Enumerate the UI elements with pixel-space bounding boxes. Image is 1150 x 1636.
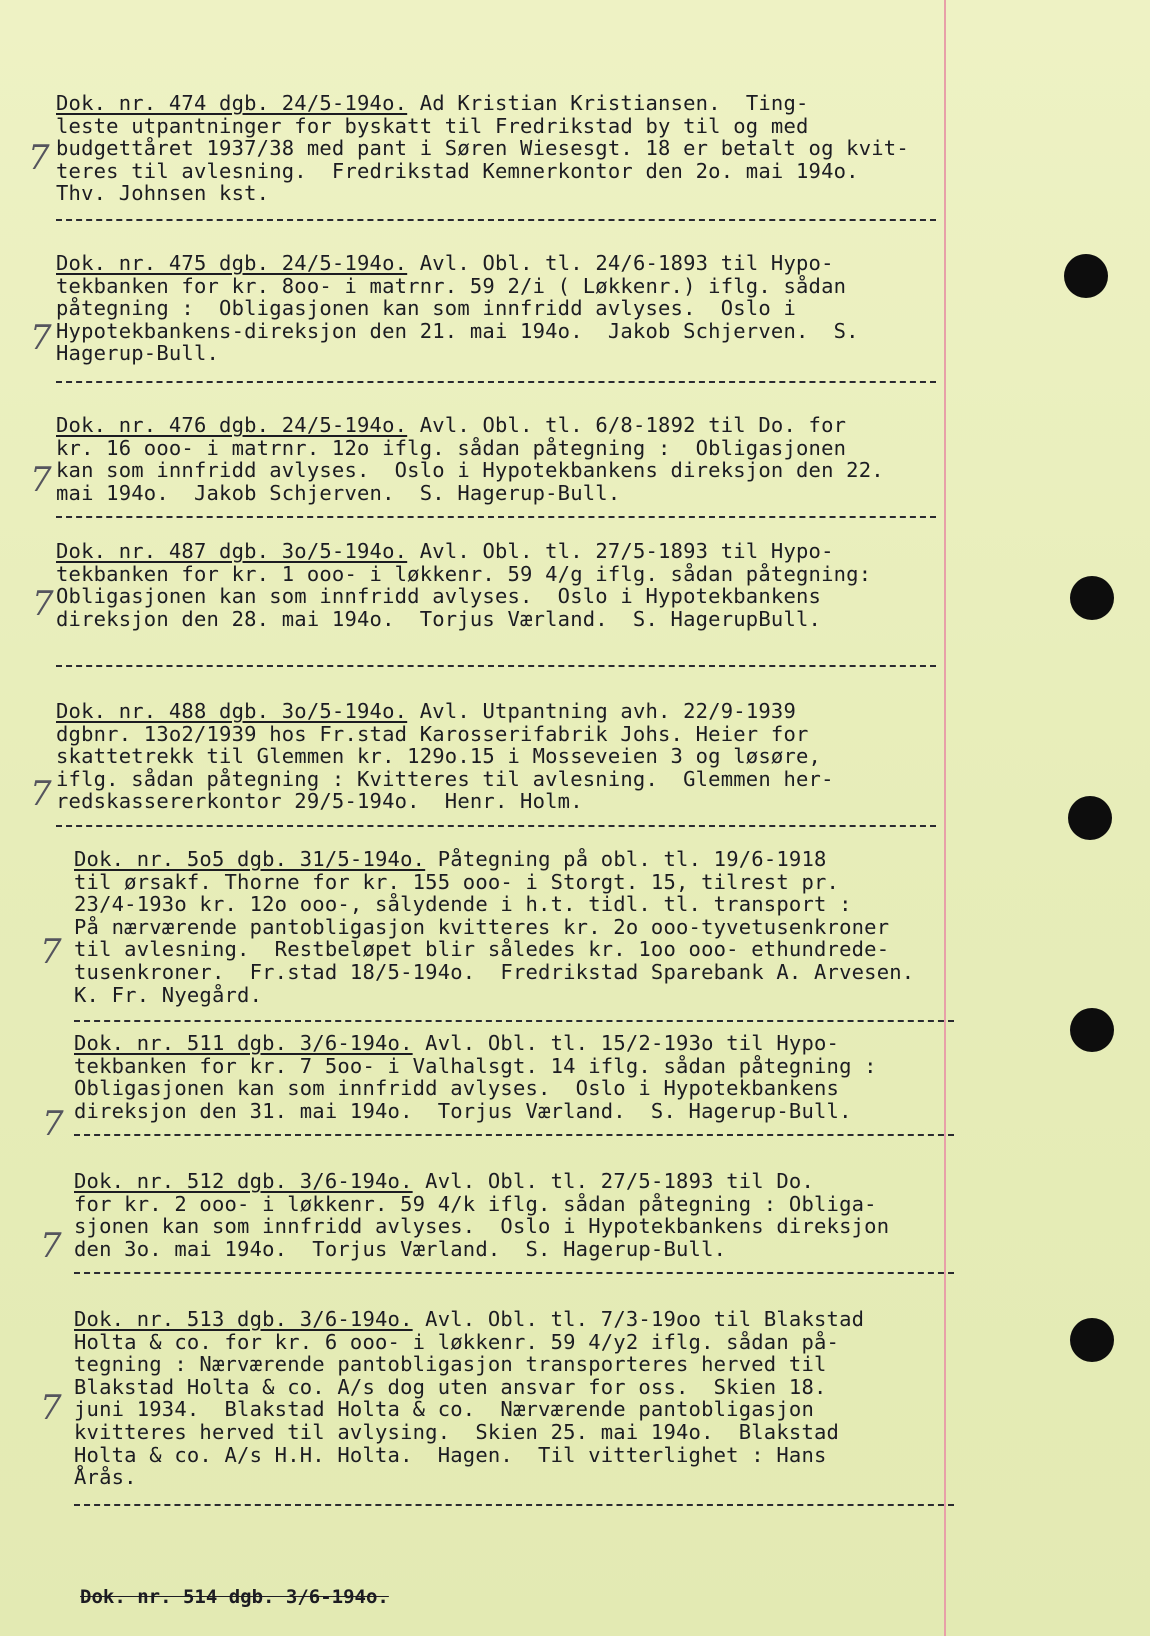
- entry-line: [74, 1215, 974, 1238]
- entry-line: [74, 1100, 974, 1123]
- entry-line: [56, 540, 956, 563]
- entry-text: tekbanken for kr. 1 ooo- i løkkenr. 59 4/g iflg. sådan påtegning:: [56, 561, 872, 586]
- entry-text: til ørsakf. Thorne for kr. 155 ooo- i Storgt. 15, tilrest pr.: [74, 869, 840, 894]
- entry-line: [56, 585, 956, 608]
- entry-text: budgettåret 1937/38 med pant i Søren Wiesesgt. 18 er betalt og kvit-: [56, 136, 909, 161]
- entry-text: Avl. Obl. tl. 27/5-1893 til Do.: [412, 1169, 814, 1193]
- entry-line: [56, 723, 956, 746]
- separator: [56, 219, 936, 221]
- entry-line: [74, 984, 974, 1007]
- separator: [74, 1272, 954, 1274]
- punch-hole: [1068, 796, 1112, 840]
- entry-text: Årås.: [74, 1465, 137, 1490]
- entry-line: [74, 848, 974, 871]
- entry-line: [56, 342, 956, 365]
- separator: [74, 1504, 954, 1506]
- entry-text: påtegning : Obligasjonen kan som innfridd avlyses. Oslo i: [56, 296, 796, 321]
- entry-text: K. Fr. Nyegård.: [74, 982, 263, 1007]
- entry-line: [74, 1466, 974, 1489]
- entry-text: teres til avlesning. Fredrikstad Kemnerkontor den 2o. mai 194o.: [56, 158, 859, 183]
- entry-line: [74, 1398, 974, 1421]
- entry-text: kan som innfridd avlyses. Oslo i Hypotekbankens direksjon den 22.: [56, 458, 884, 483]
- separator: [56, 665, 936, 667]
- entry-text: Avl. Obl. tl. 24/6-1893 til Hypo-: [407, 251, 834, 275]
- document-reference: Dok. nr. 474 dgb. 24/5-194o.: [56, 91, 408, 115]
- entry-text: Holta & co. A/s H.H. Holta. Hagen. Til vitterlighet : Hans: [74, 1442, 827, 1467]
- entry-line: [56, 297, 956, 320]
- punch-hole: [1070, 1318, 1114, 1362]
- margin-tick-mark: 7: [40, 1226, 62, 1266]
- entry-line: [56, 115, 956, 138]
- entry-line: [56, 745, 956, 768]
- entry-487: [56, 540, 956, 630]
- entry-text: Obligasjonen kan som innfridd avlyses. Oslo i Hypotekbankens: [74, 1076, 840, 1101]
- entry-line: [56, 437, 956, 460]
- document-reference: Dok. nr. 476 dgb. 24/5-194o.: [56, 413, 408, 437]
- entry-line: [74, 916, 974, 939]
- entry-476: [56, 414, 956, 504]
- entry-text: direksjon den 31. mai 194o. Torjus Værland. S. Hagerup-Bull.: [74, 1098, 852, 1123]
- document-reference: Dok. nr. 513 dgb. 3/6-194o.: [74, 1307, 413, 1331]
- entry-text: Avl. Obl. tl. 7/3-19oo til Blakstad: [412, 1307, 865, 1331]
- entry-text: Hypotekbankens-direksjon den 21. mai 194o. Jakob Schjerven. S.: [56, 318, 859, 343]
- entry-line: [56, 137, 956, 160]
- entry-line: [56, 320, 956, 343]
- punch-hole: [1070, 576, 1114, 620]
- entry-line: [56, 160, 956, 183]
- entry-line: [56, 563, 956, 586]
- entry-text: Obligasjonen kan som innfridd avlyses. Oslo i Hypotekbankens: [56, 584, 822, 609]
- entry-text: for kr. 2 ooo- i løkkenr. 59 4/k iflg. sådan påtegning : Obliga-: [74, 1191, 877, 1216]
- entry-line: [74, 1193, 974, 1216]
- document-reference: Dok. nr. 5o5 dgb. 31/5-194o.: [74, 847, 426, 871]
- entry-line: [74, 1331, 974, 1354]
- entry-text: tegning : Nærværende pantobligasjon transporteres herved til: [74, 1352, 827, 1377]
- entry-text: Ad Kristian Kristiansen. Ting-: [407, 91, 809, 115]
- entry-text: dgbnr. 13o2/1939 hos Fr.stad Karosserifabrik Johs. Heier for: [56, 721, 809, 746]
- margin-tick-mark: 7: [40, 1388, 62, 1428]
- separator: [74, 1020, 954, 1022]
- entry-475: [56, 252, 956, 365]
- entry-line: [74, 1170, 974, 1193]
- entry-text: sjonen kan som innfridd avlyses. Oslo i Hypotekbankens direksjon: [74, 1214, 890, 1239]
- entry-text: 23/4-193o kr. 12o ooo-, sålydende i h.t. tidl. tl. transport :: [74, 892, 852, 917]
- entry-line: [56, 414, 956, 437]
- entry-line: [74, 1055, 974, 1078]
- entry-text: Avl. Obl. tl. 27/5-1893 til Hypo-: [407, 539, 834, 563]
- separator: [74, 1134, 954, 1136]
- margin-tick-mark: 7: [40, 932, 62, 972]
- entry-line: [56, 182, 956, 205]
- entry-text: til avlesning. Restbeløpet blir således kr. 1oo ooo- ethundrede-: [74, 937, 890, 962]
- entry-line: [56, 608, 956, 631]
- struck-footer-entry: Dok. nr. 514 dgb. 3/6-194o.: [80, 1586, 389, 1608]
- entry-line: [74, 1444, 974, 1467]
- margin-tick-mark: 7: [30, 318, 52, 358]
- entry-line: [74, 893, 974, 916]
- document-reference: Dok. nr. 475 dgb. 24/5-194o.: [56, 251, 408, 275]
- separator: [56, 516, 936, 518]
- entry-text: skattetrekk til Glemmen kr. 129o.15 i Mosseveien 3 og løsøre,: [56, 744, 822, 769]
- entry-line: [74, 1238, 974, 1261]
- entry-text: juni 1934. Blakstad Holta & co. Nærværende pantobligasjon: [74, 1397, 814, 1422]
- entry-line: [56, 275, 956, 298]
- document-reference: Dok. nr. 487 dgb. 3o/5-194o.: [56, 539, 408, 563]
- entry-text: kr. 16 ooo- i matrnr. 12o iflg. sådan påtegning : Obligasjonen: [56, 435, 847, 460]
- entry-text: På nærværende pantobligasjon kvitteres kr. 2o ooo-tyvetusenkroner: [74, 914, 890, 939]
- entry-line: [56, 768, 956, 791]
- entry-line: [74, 1421, 974, 1444]
- entry-512: [74, 1170, 974, 1260]
- separator: [56, 825, 936, 827]
- entry-line: [74, 961, 974, 984]
- entry-text: iflg. sådan påtegning : Kvitteres til avlesning. Glemmen her-: [56, 766, 834, 791]
- punch-hole: [1064, 254, 1108, 298]
- entry-line: [56, 252, 956, 275]
- entry-text: den 3o. mai 194o. Torjus Værland. S. Hagerup-Bull.: [74, 1236, 727, 1261]
- document-reference: Dok. nr. 488 dgb. 3o/5-194o.: [56, 699, 408, 723]
- entry-text: mai 194o. Jakob Schjerven. S. Hagerup-Bull.: [56, 480, 621, 505]
- entry-line: [74, 1308, 974, 1331]
- entry-text: Blakstad Holta & co. A/s dog uten ansvar for oss. Skien 18.: [74, 1374, 827, 1399]
- punch-hole: [1070, 1008, 1114, 1052]
- entry-505: [74, 848, 974, 1006]
- entry-line: [56, 700, 956, 723]
- entry-text: Påtegning på obl. tl. 19/6-1918: [425, 847, 827, 871]
- margin-tick-mark: 7: [42, 1104, 64, 1144]
- entry-line: [74, 871, 974, 894]
- entry-line: [74, 1077, 974, 1100]
- margin-tick-mark: 7: [32, 584, 54, 624]
- entry-text: kvitteres herved til avlysing. Skien 25. mai 194o. Blakstad: [74, 1419, 840, 1444]
- entry-474: [56, 92, 956, 205]
- entry-text: redskassererkontor 29/5-194o. Henr. Holm.: [56, 789, 583, 814]
- entry-text: Avl. Utpantning avh. 22/9-1939: [407, 699, 796, 723]
- document-reference: Dok. nr. 511 dgb. 3/6-194o.: [74, 1031, 413, 1055]
- entry-line: [74, 1353, 974, 1376]
- entry-text: Holta & co. for kr. 6 ooo- i løkkenr. 59 4/y2 iflg. sådan på-: [74, 1329, 840, 1354]
- entry-488: [56, 700, 956, 813]
- entry-line: [56, 482, 956, 505]
- entry-text: tekbanken for kr. 8oo- i matrnr. 59 2/i ( Løkkenr.) iflg. sådan: [56, 273, 847, 298]
- entry-line: [74, 1376, 974, 1399]
- entry-text: Avl. Obl. tl. 6/8-1892 til Do. for: [407, 413, 847, 437]
- entry-text: tekbanken for kr. 7 5oo- i Valhalsgt. 14 iflg. sådan påtegning :: [74, 1053, 877, 1078]
- entry-line: [74, 1032, 974, 1055]
- entry-line: [56, 459, 956, 482]
- document-reference: Dok. nr. 512 dgb. 3/6-194o.: [74, 1169, 413, 1193]
- entry-text: direksjon den 28. mai 194o. Torjus Værland. S. HagerupBull.: [56, 606, 822, 631]
- entry-line: [56, 790, 956, 813]
- entry-text: Avl. Obl. tl. 15/2-193o til Hypo-: [412, 1031, 840, 1055]
- separator: [56, 381, 936, 383]
- entry-line: [56, 92, 956, 115]
- margin-tick-mark: 7: [30, 460, 52, 500]
- entry-text: tusenkroner. Fr.stad 18/5-194o. Fredrikstad Sparebank A. Arvesen.: [74, 959, 915, 984]
- entry-text: Thv. Johnsen kst.: [56, 181, 270, 206]
- entry-513: [74, 1308, 974, 1489]
- entry-text: Hagerup-Bull.: [56, 341, 220, 366]
- entry-511: [74, 1032, 974, 1122]
- entry-text: leste utpantninger for byskatt til Fredrikstad by til og med: [56, 113, 809, 138]
- margin-tick-mark: 7: [28, 138, 50, 178]
- margin-tick-mark: 7: [30, 774, 52, 814]
- entry-line: [74, 938, 974, 961]
